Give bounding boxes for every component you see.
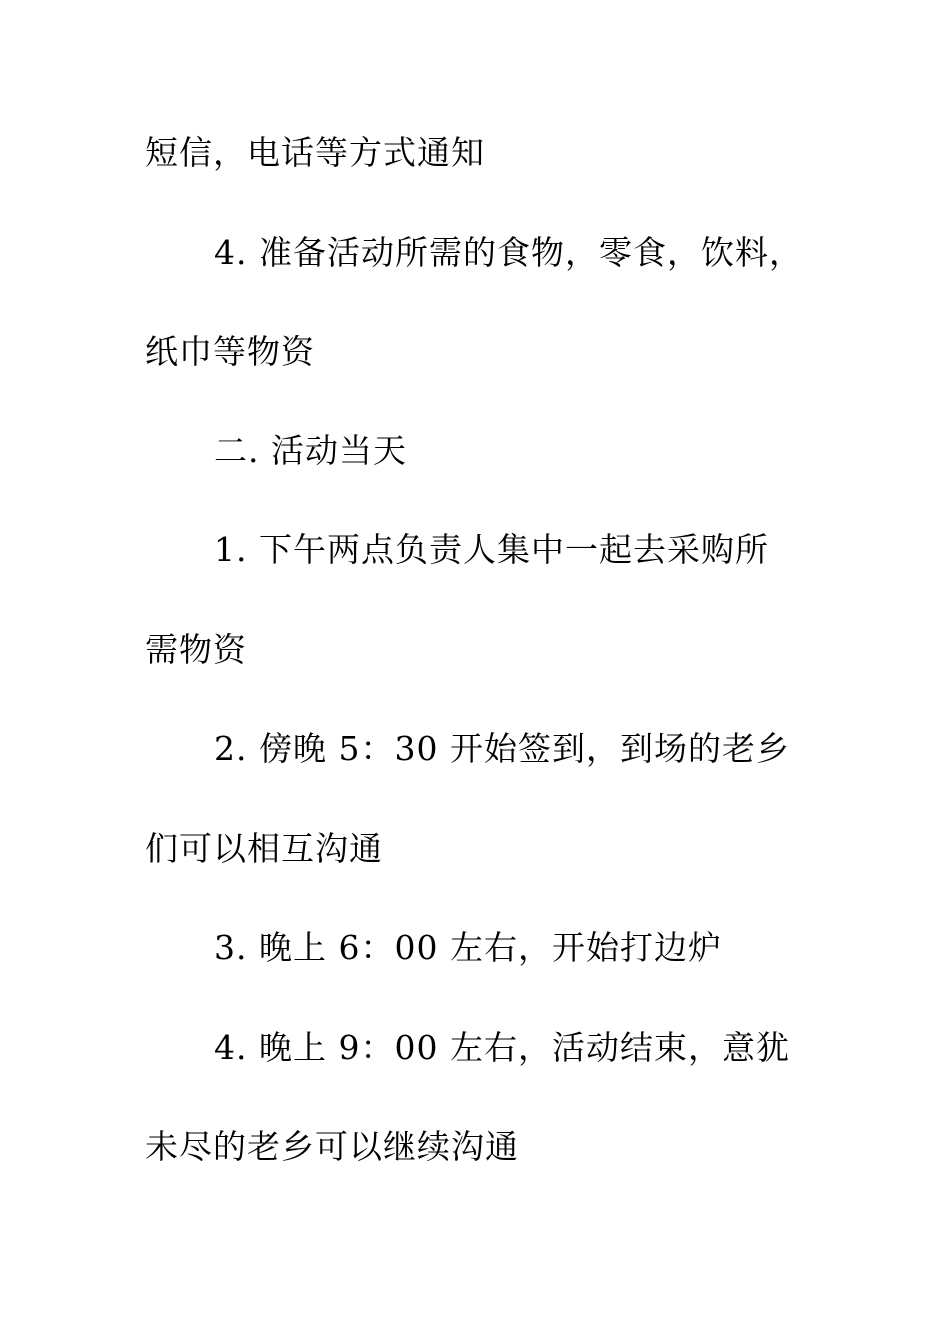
text-line: 纸巾等物资	[145, 332, 315, 371]
list-item: 2. 傍晚 5：30 开始签到，到场的老乡	[214, 729, 790, 768]
text-line: 短信，电话等方式通知	[145, 133, 485, 172]
text-line: 们可以相互沟通	[145, 829, 383, 868]
list-item: 1. 下午两点负责人集中一起去采购所	[214, 530, 769, 569]
list-item: 3. 晚上 6：00 左右，开始打边炉	[214, 928, 722, 967]
section-heading: 二. 活动当天	[214, 431, 407, 470]
text-line: 未尽的老乡可以继续沟通	[145, 1127, 519, 1166]
list-item: 4. 晚上 9：00 左右，活动结束，意犹	[214, 1028, 790, 1067]
text-line: 需物资	[145, 630, 247, 669]
list-item: 4. 准备活动所需的食物，零食，饮料，	[214, 233, 803, 272]
